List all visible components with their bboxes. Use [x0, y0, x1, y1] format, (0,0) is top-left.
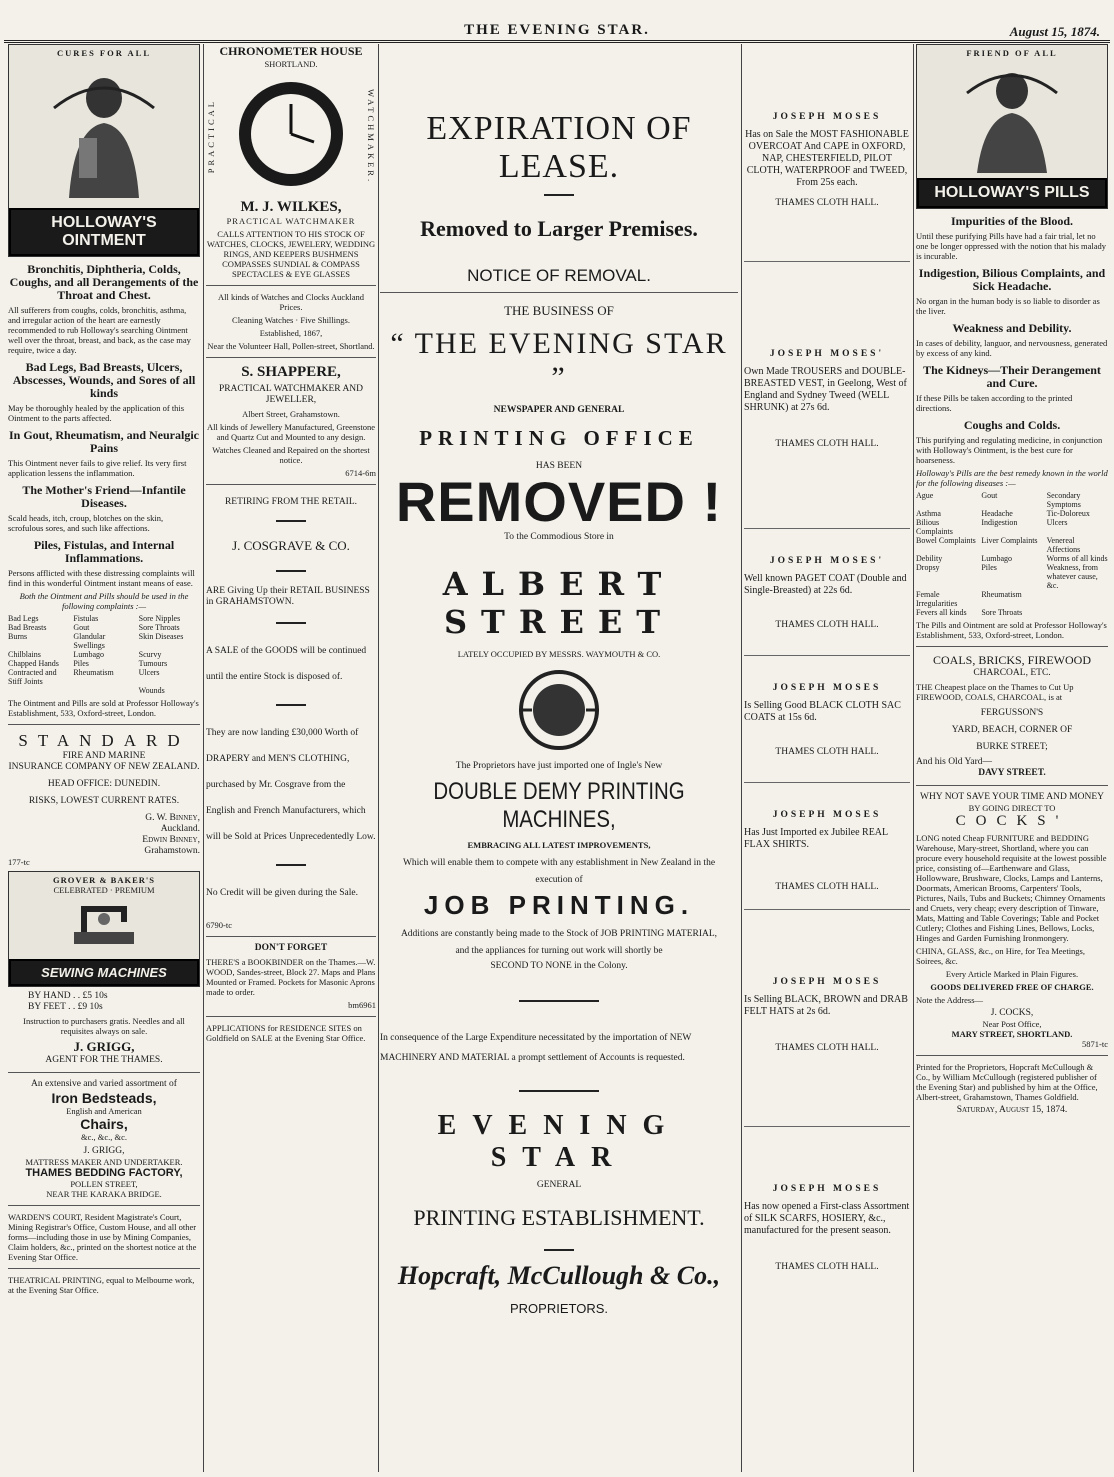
- divider: [206, 484, 376, 485]
- column-rule: [203, 44, 204, 1472]
- list-item: Rheumatism: [981, 590, 1022, 599]
- ad-ref: 5871-tc: [1082, 1039, 1108, 1049]
- logo-motto: CURES FOR ALL: [56, 48, 151, 58]
- agent-place: Grahamstown.: [144, 846, 200, 856]
- ad-text: THE Cheapest place on the Thames to Cut Up FIREWOOD, COALS, CHARCOAL, is at: [916, 682, 1074, 702]
- ad-heading: Coughs and Colds.: [963, 418, 1061, 432]
- list-item: Fistulas: [73, 614, 99, 623]
- ad-text: Note the Address—: [916, 995, 984, 1005]
- sewing-machine-icon: [9, 895, 199, 959]
- divider: [276, 570, 306, 572]
- masthead-rule: [4, 40, 1110, 43]
- ad-text: Until these purifying Pills have had a fair trial, let no one be longer oppressed with the notion that his malady is incurable.: [916, 231, 1107, 261]
- ad-tail: THAMES CLOTH HALL.: [775, 198, 879, 208]
- proprietors-label: PROPRIETORS.: [509, 1301, 608, 1316]
- logo-sub: CELEBRATED · PREMIUM: [53, 885, 155, 895]
- clothing-ad: [744, 910, 910, 1127]
- diseases-list: [916, 491, 1108, 617]
- ad-heading: CHRONOMETER HOUSE: [219, 44, 363, 58]
- ad-heading: JOSEPH MOSES: [772, 810, 882, 820]
- list-item: Gout: [981, 491, 998, 500]
- divider: [276, 520, 306, 522]
- ad-text: All kinds of Watches and Clocks Auckland Prices.: [218, 292, 364, 312]
- ad-heading: Indigestion, Bilious Complaints, and Sick Headache.: [918, 266, 1106, 293]
- ad-heading: WHY NOT SAVE YOUR TIME AND MONEY: [919, 792, 1105, 802]
- list-item: Ague: [916, 491, 934, 500]
- list-item: Worms of all kinds: [1046, 554, 1108, 563]
- ad-text: Persons afflicted with these distressing complaints will find in this wonderful Ointment instant means of ease.: [8, 568, 195, 588]
- ad-text: Near the Volunteer Hall, Pollen-street, Shortland.: [207, 341, 375, 351]
- list-item: Headache: [981, 509, 1013, 518]
- list-item: Lumbago: [981, 554, 1012, 563]
- ad-ref: 6790-tc: [206, 920, 232, 930]
- list-item: Weakness, from whatever cause, &c.: [1046, 563, 1098, 590]
- ad-text: CHINA, GLASS, &c., on Hire, for Tea Meetings, Soirees, &c.: [916, 946, 1085, 966]
- price-hand: BY HAND . . £5 10s: [28, 991, 108, 1001]
- list-item: Fevers all kinds: [916, 608, 967, 617]
- ad-heading: COCKS': [955, 813, 1069, 829]
- logo-banner: HOLLOWAY'S OINTMENT: [9, 208, 199, 256]
- ad-text: Has Just Imported ex Jubilee REAL FLAX SHIRTS.: [744, 827, 888, 850]
- seated-figure-icon: [9, 58, 199, 208]
- imprint-date: Saturday, August 15, 1874.: [956, 1105, 1068, 1115]
- ad-heading: J. COCKS,: [990, 1008, 1034, 1018]
- list-item: Gout: [73, 623, 90, 632]
- ad-text: execution of: [535, 875, 583, 885]
- clock-icon: [236, 74, 346, 199]
- ad-heading: FERGUSSON'S: [980, 708, 1044, 718]
- ad-heading: The Kidneys—Their Derangement and Cure.: [923, 363, 1101, 390]
- ad-text: PRACTICAL WATCHMAKER AND JEWELLER,: [218, 384, 364, 405]
- list-item: Venereal Affections: [1046, 536, 1081, 554]
- ad-text: English and American: [66, 1106, 142, 1116]
- list-item: Bad Breasts: [8, 623, 47, 632]
- standard-title: STANDARD: [18, 731, 190, 750]
- column-rule: [913, 44, 914, 1472]
- ad-heading: In Gout, Rheumatism, and Neuralgic Pains: [8, 428, 199, 455]
- paper-title: THE EVENING STAR.: [464, 22, 650, 38]
- list-item: Debility: [916, 554, 943, 563]
- ad-text: Established, 1867,: [259, 328, 323, 338]
- ad-text: HAS BEEN: [535, 461, 583, 471]
- notice-heading: NOTICE OF REMOVAL.: [467, 266, 651, 285]
- ad-text: LONG noted Cheap FURNITURE and BEDDING Warehouse, Mary-street, Shortland, where you can procure every household requisite at the lowest possible price, consisting of—Earthenware and Glass, Hollowware, Brushware, Clocks, Lamps and Lanterns, Doormats, American Brooms, Carpenters' Tools, Pictures, Nails, Tubs and Buckets; Chimney Ornaments and Cruets, very cheap; every description of Tinware, Mats, Matting and Table Coverings; Table and Pocket Cutlery; Clothes and Fishing Lines, Bellows, Locks, Hinges and Garden Furnishing Ironmongery.: [916, 833, 1107, 943]
- clothing-ad: [744, 262, 910, 529]
- column-2: [206, 44, 376, 1472]
- list-item: Asthma: [916, 509, 941, 518]
- list-item: Secondary Symptoms: [1046, 491, 1081, 509]
- machine-heading: DOUBLE DEMY PRINTING MACHINES,: [433, 778, 685, 833]
- ad-sub: PRACTICAL WATCHMAKER: [226, 216, 356, 226]
- ad-heading: JOSEPH MOSES: [772, 683, 882, 693]
- column-rule: [741, 44, 742, 1472]
- list-item: Sore Throats: [138, 623, 180, 632]
- ad-text: Which will enable them to compete with any establishment in New Zealand in the: [402, 858, 716, 868]
- list-item: Tic-Doloreux: [1046, 509, 1090, 518]
- side-label: WATCHMAKER.: [366, 89, 376, 185]
- complaints-title: Both the Ointment and Pills should be used in the following complaints :—: [19, 591, 189, 611]
- list-item: Indigestion: [981, 518, 1018, 527]
- ad-tail: THAMES CLOTH HALL.: [775, 882, 879, 892]
- list-item: Liver Complaints: [981, 536, 1038, 545]
- ad-text: THE BUSINESS OF: [504, 303, 614, 318]
- ad-ref: 6714-6m: [345, 468, 376, 478]
- ad-tail: THAMES CLOTH HALL.: [775, 747, 879, 757]
- ad-heading: Chairs,: [80, 1116, 128, 1132]
- ad-text: LATELY OCCUPIED BY MESSRS. WAYMOUTH & CO.: [457, 649, 661, 659]
- price-feet: BY FEET . . £9 10s: [28, 1002, 103, 1012]
- grover-baker-logo: [8, 871, 200, 987]
- divider: [916, 646, 1108, 647]
- ad-text: This Ointment never fails to give relief. Its very first application lessens the inflammation.: [8, 458, 187, 478]
- list-item: Ulcers: [138, 668, 160, 677]
- ad-text: No organ in the human body is so liable to disorder as the liver.: [916, 296, 1100, 316]
- ad-footer: The Ointment and Pills are sold at Professor Holloway's Establishment, 533, Oxford-street, London.: [8, 698, 199, 718]
- ad-text: GOODS DELIVERED FREE OF CHARGE.: [930, 982, 1094, 992]
- ad-heading: DON'T FORGET: [254, 943, 328, 953]
- ad-text: May be thoroughly healed by the application of this Ointment to the parts affected.: [8, 403, 185, 423]
- divider: [276, 704, 306, 706]
- ad-text: Well known PAGET COAT (Double and Single-Breasted) at 22s 6d.: [744, 573, 907, 596]
- ad-text: Is Selling Good BLACK CLOTH SAC COATS at 15s 6d.: [744, 700, 901, 723]
- ad-heading: JOSEPH MOSES: [772, 1184, 882, 1194]
- list-item: Sore Nipples: [138, 614, 181, 623]
- seated-figure-icon: [917, 58, 1107, 178]
- list-item: Sore Throats: [981, 608, 1023, 617]
- ad-text: To the Commodious Store in: [504, 532, 614, 542]
- ad-text: WARDEN'S COURT, Resident Magistrate's Court, Mining Registrar's Office, Custom House, and all other forms—including those in use by Mining Companies, Claim holders, &c., printed on the shortest notice at the Evening Star Office.: [8, 1212, 197, 1262]
- ad-heading: JOSEPH MOSES': [769, 556, 885, 566]
- ad-text: The Proprietors have just imported one of Ingle's New: [455, 761, 663, 771]
- ad-text: THERE'S a BOOKBINDER on the Thames.—W. WOOD, Sandes-street, Block 27. Maps and Plans Mounted or Framed. Pockets for Masonic Aprons made to order.: [206, 957, 376, 997]
- ad-text: Near Post Office,: [982, 1019, 1042, 1029]
- imprint: Printed for the Proprietors, Hopcraft McCullough & Co., by William McCullough (registered publisher of the Evening Star) and published by him at the Office, Albert-street, Grahamstown, Thames Goldfield.: [916, 1062, 1098, 1102]
- ad-text: Has on Sale the MOST FASHIONABLE OVERCOAT And CAPE in OXFORD, NAP, CHESTERFIELD, PILOT CLOTH, WATERPROOF and TWEED, From 25s each.: [745, 129, 909, 188]
- ad-ref: 177-tc: [8, 857, 30, 867]
- clothing-ad: [744, 99, 910, 262]
- complaints-list: [8, 614, 200, 695]
- evening-star-heading: EVENING STAR: [437, 1110, 681, 1173]
- agent-name: J. GRIGG,: [73, 1039, 135, 1054]
- ad-text: An extensive and varied assortment of: [31, 1079, 177, 1089]
- ad-text: Watches Cleaned and Repaired on the shortest notice.: [212, 445, 370, 465]
- list-item: Wounds: [138, 686, 165, 695]
- ad-footer: The Pills and Ointment are sold at Professor Holloway's Establishment, 533, Oxford-street, London.: [916, 620, 1107, 640]
- ad-text: APPLICATIONS for RESIDENCE SITES on Goldfield on SALE at the Evening Star Office.: [206, 1023, 366, 1043]
- ad-tail: THAMES CLOTH HALL.: [775, 1262, 879, 1272]
- expiration-heading: EXPIRATION OF LEASE.: [426, 110, 692, 185]
- agent-place: Auckland.: [160, 824, 200, 834]
- ad-text: POLLEN STREET,: [70, 1179, 138, 1189]
- ad-heading: M. J. WILKES,: [240, 199, 342, 215]
- column-4: [744, 44, 910, 1472]
- job-printing: JOB PRINTING.: [423, 890, 695, 920]
- clothing-ad: [744, 656, 910, 783]
- divider: [544, 194, 574, 196]
- agent-name: G. W. Binney,: [145, 813, 200, 823]
- divider: [206, 936, 376, 937]
- ad-text: No Credit will be given during the Sale.: [206, 888, 358, 898]
- emblem-icon: [514, 665, 604, 755]
- ad-heading: The Mother's Friend—Infantile Diseases.: [22, 483, 186, 510]
- list-item: Glandular Swellings: [73, 632, 106, 650]
- column-rule: [378, 44, 379, 1472]
- ad-text: YARD, BEACH, CORNER OF: [951, 725, 1073, 735]
- clothing-ad: [744, 529, 910, 656]
- ad-text: NEAR THE KARAKA BRIDGE.: [46, 1189, 162, 1199]
- ad-text: Additions are constantly being made to the Stock of JOB PRINTING MATERIAL,: [400, 929, 718, 939]
- removed-heading: Removed to Larger Premises.: [420, 216, 698, 241]
- ad-text: CALLS ATTENTION TO HIS STOCK OF WATCHES, CLOCKS, JEWELERY, WEDDING RINGS, AND KEEPERS BUSHMENS COMPASSES SUNDIAL & COMPASS SPECTACLES & EYE GLASSES: [206, 229, 376, 279]
- agent-name: Edwin Binney,: [142, 835, 200, 845]
- column-5: [916, 44, 1108, 1472]
- ad-text: MARY STREET, SHORTLAND.: [951, 1029, 1073, 1039]
- ad-text: NEWSPAPER AND GENERAL: [493, 405, 625, 415]
- ad-heading: COALS, BRICKS, FIREWOOD: [932, 653, 1091, 667]
- divider: [8, 1205, 200, 1206]
- logo-banner: SEWING MACHINES: [9, 959, 199, 986]
- ad-heading: Weakness and Debility.: [952, 321, 1072, 335]
- ad-text: If these Pills be taken according to the printed directions.: [916, 393, 1073, 413]
- ad-heading: JOSEPH MOSES: [772, 977, 882, 987]
- ad-text: SECOND TO NONE in the Colony.: [490, 961, 628, 971]
- standard-sub: FIRE AND MARINE: [62, 751, 146, 761]
- ad-text: Is Selling BLACK, BROWN and DRAB FELT HATS at 2s 6d.: [744, 994, 908, 1017]
- ad-text: And his Old Yard—: [916, 757, 993, 767]
- list-item: Piles: [73, 659, 89, 668]
- clothing-ad: [744, 783, 910, 910]
- ad-text: Scald heads, itch, croup, blotches on the skin, scrofulous sores, and such like affections.: [8, 513, 164, 533]
- diseases-title: Holloway's Pills are the best remedy known in the world for the following diseases :—: [916, 468, 1108, 488]
- column-3: [380, 44, 738, 1472]
- divider: [206, 1016, 376, 1017]
- ad-text: ARE Giving Up their RETAIL BUSINESS in GRAHAMSTOWN.: [206, 586, 370, 607]
- divider: [544, 1249, 574, 1251]
- standard-office: HEAD OFFICE: DUNEDIN.: [47, 779, 161, 789]
- ad-text: A SALE of the GOODS will be continued until the entire Stock is disposed of.: [206, 646, 367, 682]
- list-item: Skin Diseases: [138, 632, 184, 641]
- divider: [916, 1055, 1108, 1056]
- ad-text: THEATRICAL PRINTING, equal to Melbourne work, at the Evening Star Office.: [8, 1275, 195, 1295]
- list-item: Bad Legs: [8, 614, 39, 623]
- divider: [519, 1090, 599, 1092]
- side-label: PRACTICAL: [206, 99, 216, 174]
- list-item: Contracted and Stiff Joints: [8, 668, 57, 686]
- ad-text: All sufferers from coughs, colds, bronchitis, asthma, and irregular action of the heart are earnestly recommended to rub Holloway's searching Ointment well over the throat, breast, and back, as the case may require, twice a day.: [8, 305, 191, 355]
- ad-text: All kinds of Jewellery Manufactured, Greenstone and Quartz Cut and Mounted to any design.: [206, 422, 376, 442]
- logo-banner: HOLLOWAY'S PILLS: [917, 178, 1107, 208]
- ad-heading: RETIRING FROM THE RETAIL.: [224, 497, 358, 507]
- printing-office: PRINTING OFFICE: [419, 426, 699, 450]
- agent-name: J. GRIGG,: [83, 1146, 125, 1156]
- holloway-pills-logo: [916, 44, 1108, 209]
- ad-heading: J. COSGRAVE & CO.: [232, 538, 350, 553]
- logo-title: GROVER & BAKER'S: [53, 875, 155, 885]
- ad-heading: JOSEPH MOSES: [772, 112, 882, 122]
- ad-heading: Bronchitis, Diphtheria, Colds, Coughs, and all Derangements of the Throat and Chest.: [9, 262, 199, 302]
- ad-text: SHORTLAND.: [264, 59, 318, 69]
- removed-banner: REMOVED !: [395, 470, 723, 533]
- ad-heading: THAMES BEDDING FACTORY,: [25, 1167, 183, 1179]
- divider: [206, 357, 376, 358]
- agent-title: AGENT FOR THE THAMES.: [45, 1055, 163, 1065]
- standard-risks: RISKS, LOWEST CURRENT RATES.: [28, 796, 180, 806]
- ad-text: This purifying and regulating medicine, in conjunction with Holloway's Ointment, is the best cure for hoarseness.: [916, 435, 1103, 465]
- list-item: Tumours: [138, 659, 168, 668]
- logo-motto: FRIEND OF ALL: [966, 48, 1058, 58]
- list-item: Chapped Hands: [8, 659, 59, 668]
- list-item: Female Irregularities: [916, 590, 958, 608]
- printing-establishment: PRINTING ESTABLISHMENT.: [413, 1205, 705, 1230]
- ad-text: Albert Street, Grahamstown.: [242, 409, 340, 419]
- issue-date: August 15, 1874.: [1009, 24, 1100, 39]
- ad-heading: Piles, Fistulas, and Internal Inflammations.: [33, 538, 175, 565]
- ad-text: MATTRESS MAKER AND UNDERTAKER.: [25, 1157, 183, 1167]
- standard-company: INSURANCE COMPANY OF NEW ZEALAND.: [8, 762, 200, 772]
- divider: [916, 785, 1108, 786]
- ad-text: EMBRACING ALL LATEST IMPROVEMENTS,: [467, 840, 651, 850]
- ad-text: Own Made TROUSERS and DOUBLE-BREASTED VEST, in Geelong, West of England and Sydney Tweed (WELL SHRUNK) at 27s 6d.: [744, 366, 907, 413]
- ad-text: DAVY STREET.: [978, 768, 1046, 778]
- list-item: Chilblains: [8, 650, 41, 659]
- ad-text: They are now landing £30,000 Worth of DRAPERY and MEN'S CLOTHING, purchased by Mr. Cosgrave from the English and French Manufacturers, which will be Sold at Prices Unprecedentedly Low.: [206, 728, 376, 842]
- ad-sub: CHARCOAL, ETC.: [973, 668, 1051, 678]
- list-item: Rheumatism: [73, 668, 114, 677]
- ad-heading: Bad Legs, Bad Breasts, Ulcers, Abscesses, Wounds, and Sores of all kinds: [12, 360, 196, 400]
- clothing-ad: [744, 1127, 910, 1303]
- divider: [8, 1072, 200, 1073]
- divider: [206, 285, 376, 286]
- divider: [276, 622, 306, 624]
- ad-text: Instruction to purchasers gratis. Needles and all requisites always on sale.: [23, 1016, 185, 1036]
- ad-text: In cases of debility, languor, and nervousness, generated by excess of any kind.: [916, 338, 1108, 358]
- paper-name: “ THE EVENING STAR ”: [390, 327, 728, 394]
- ad-tail: THAMES CLOTH HALL.: [775, 1043, 879, 1053]
- list-item: Bowel Complaints: [916, 536, 976, 545]
- ad-text: BURKE STREET;: [976, 742, 1048, 752]
- list-item: Lumbago: [73, 650, 104, 659]
- ad-tail: THAMES CLOTH HALL.: [775, 439, 879, 449]
- ad-heading: Impurities of the Blood.: [950, 214, 1073, 228]
- masthead: [0, 0, 1114, 40]
- list-item: Ulcers: [1046, 518, 1068, 527]
- clock-block: [206, 69, 376, 199]
- list-item: Bilious Complaints: [916, 518, 953, 536]
- ad-sub: BY GOING DIRECT TO: [968, 803, 1056, 813]
- ad-heading: JOSEPH MOSES': [769, 349, 885, 359]
- ad-text: Has now opened a First-class Assortment of SILK SCARFS, HOSIERY, &c., manufactured for the present season.: [744, 1201, 910, 1236]
- spacer: [744, 44, 910, 99]
- ad-ref: bm6961: [348, 1000, 376, 1010]
- list-item: Scurvy: [138, 650, 162, 659]
- albert-street: ALBERT STREET: [442, 565, 676, 641]
- divider: [8, 1268, 200, 1269]
- ad-text: and the appliances for turning out work will shortly be: [455, 946, 663, 956]
- column-1: [8, 44, 200, 1472]
- firm-name: Hopcraft, McCullough & Co.,: [397, 1261, 721, 1290]
- ad-text: GENERAL: [536, 1180, 582, 1190]
- divider: [380, 292, 738, 293]
- ad-text: &c., &c., &c.: [80, 1132, 128, 1142]
- ad-text: Every Article Marked in Plain Figures.: [945, 969, 1079, 979]
- divider: [519, 1000, 599, 1002]
- list-item: Dropsy: [916, 563, 940, 572]
- ad-tail: THAMES CLOTH HALL.: [775, 620, 879, 630]
- ad-heading: Iron Bedsteads,: [51, 1090, 157, 1106]
- holloway-ointment-logo: [8, 44, 200, 257]
- divider: [276, 864, 306, 866]
- list-item: Piles: [981, 563, 997, 572]
- ad-text: Cleaning Watches · Five Shillings.: [232, 315, 350, 325]
- list-item: Burns: [8, 632, 28, 641]
- ad-heading: S. SHAPPERE,: [241, 364, 341, 380]
- ad-text: In consequence of the Large Expenditure necessitated by the importation of NEW MACHINERY AND MATERIAL a prompt settlement of Accounts is requested.: [380, 1033, 692, 1063]
- divider: [8, 724, 200, 725]
